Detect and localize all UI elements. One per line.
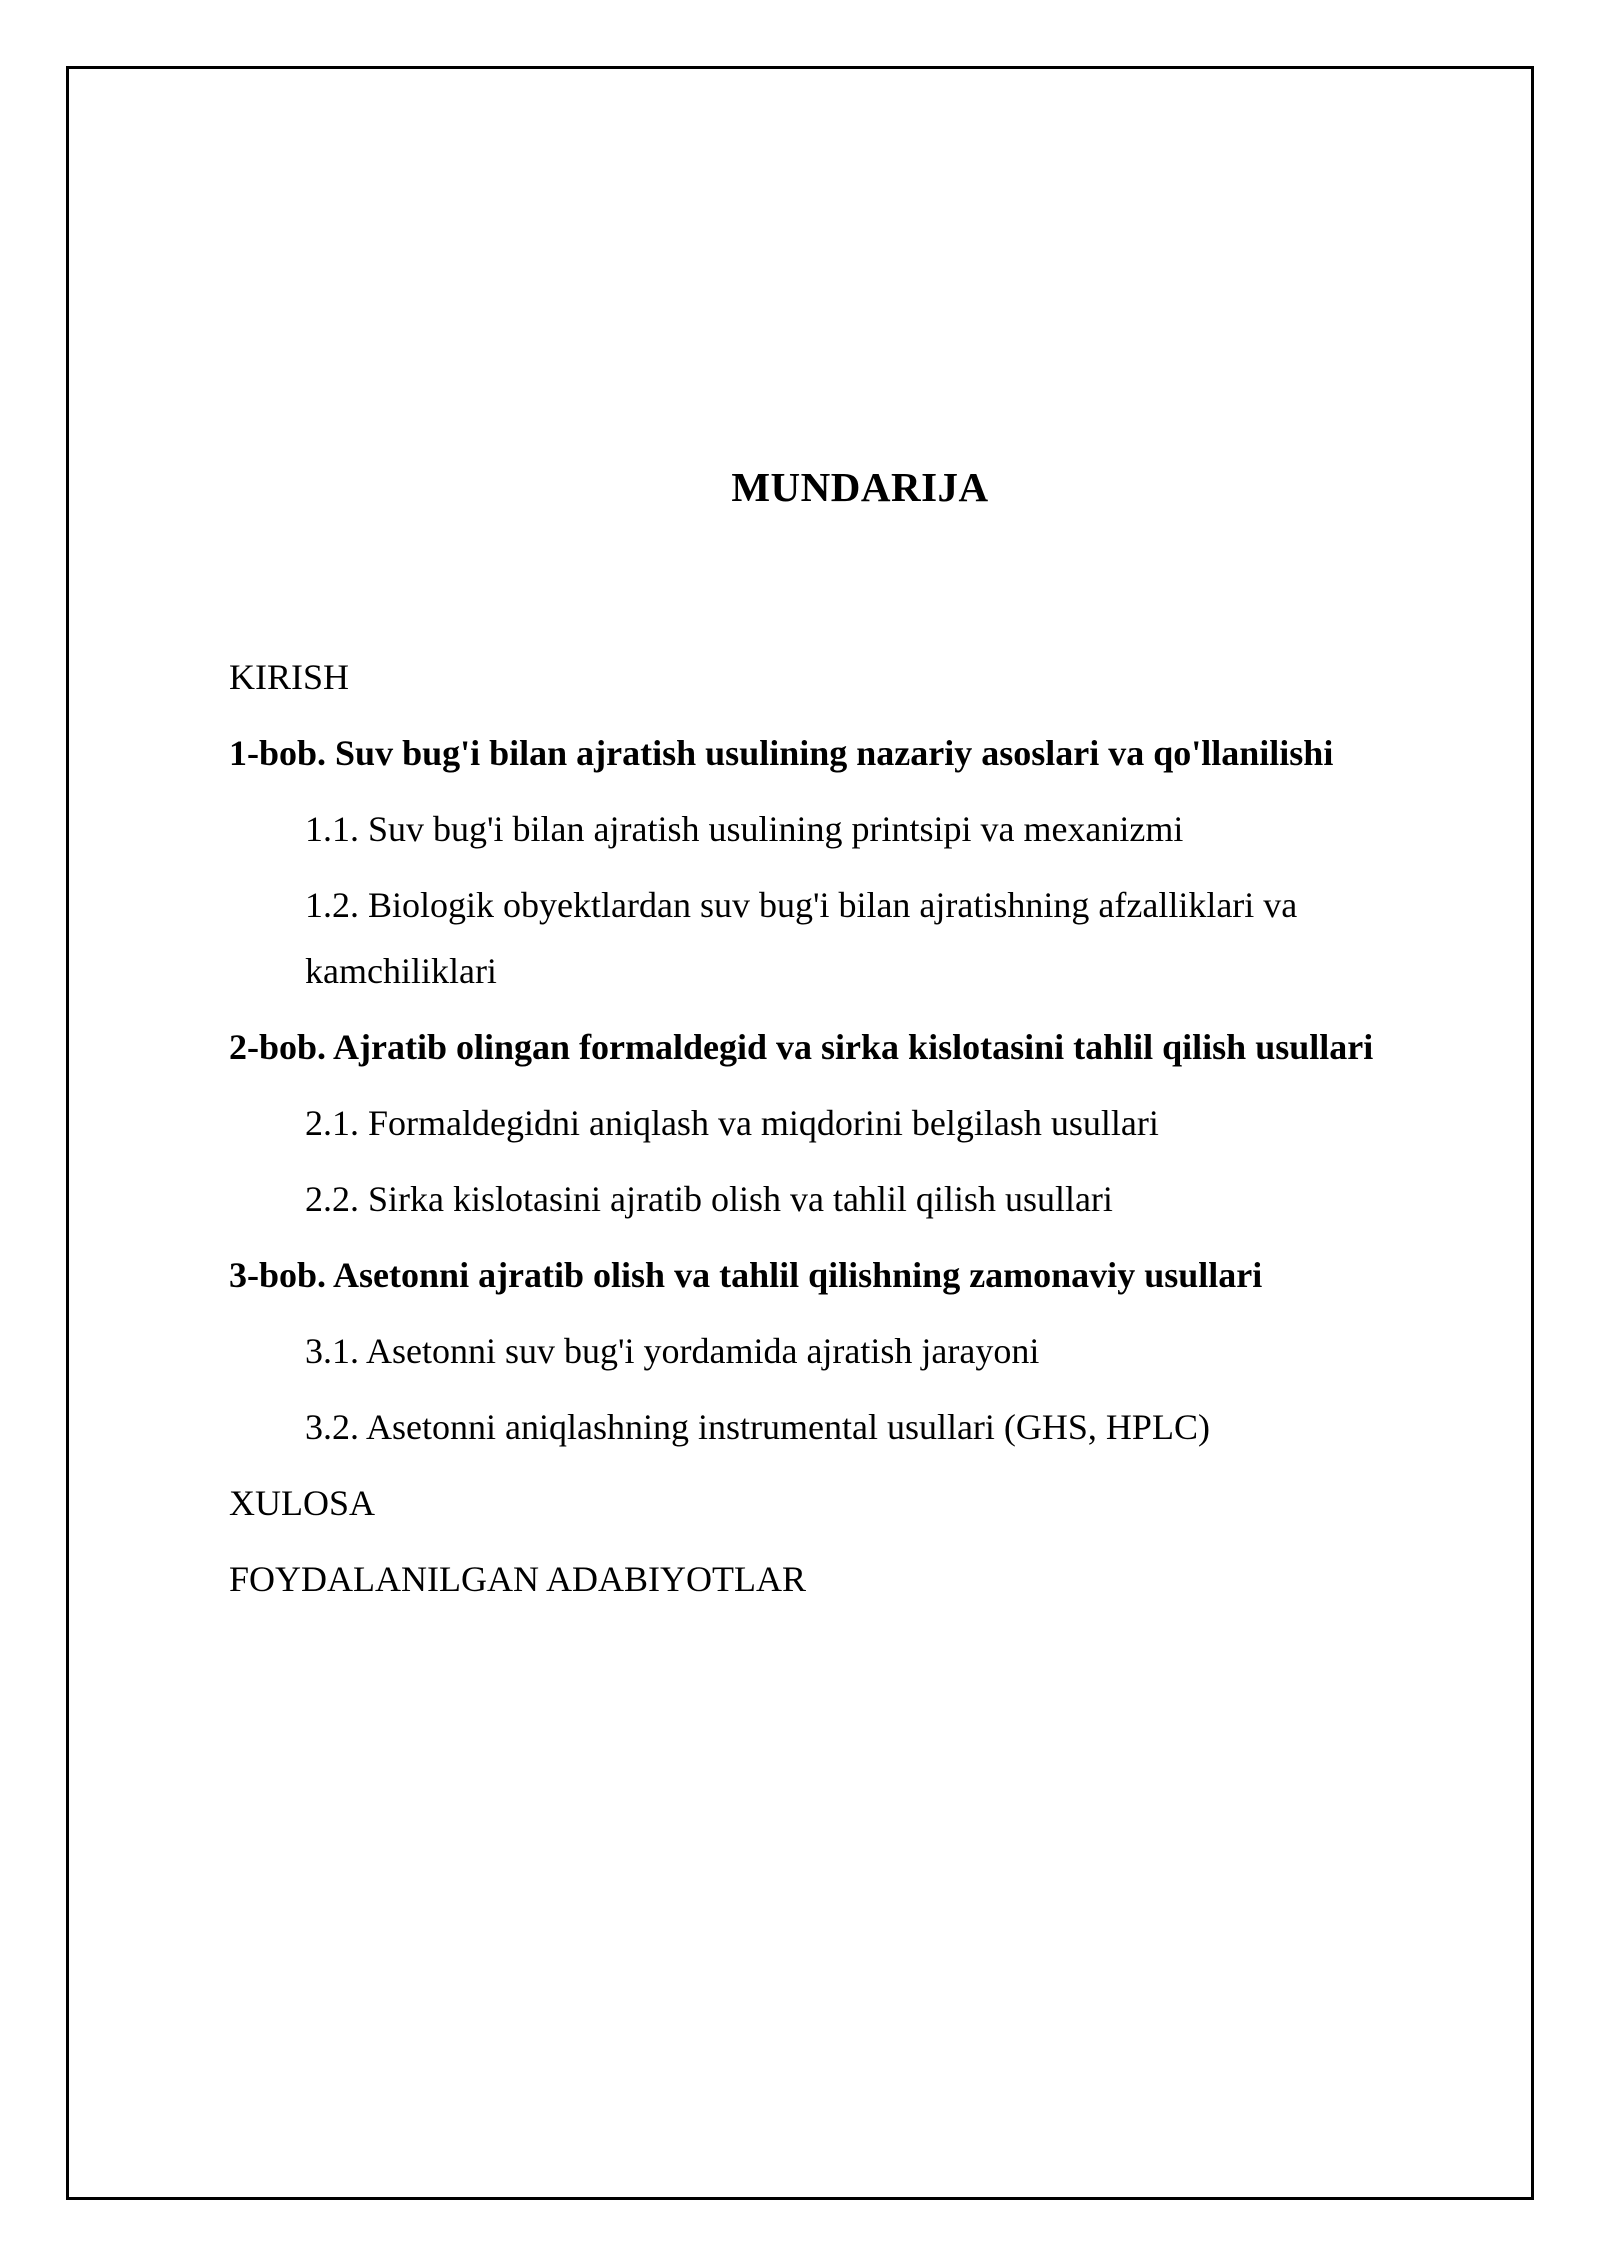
toc-section-1-1: 1.1. Suv bug'i bilan ajratish usulining printsipi va mexanizmi: [305, 809, 1184, 849]
table-of-contents: [229, 644, 1469, 1622]
toc-chapter-1: 1-bob. Suv bug'i bilan ajratish usulining nazariy asoslari va qo'llanilishi: [229, 733, 1334, 773]
toc-item-kirish: KIRISH: [229, 657, 350, 697]
toc-section-2-1: 2.1. Formaldegidni aniqlash va miqdorini belgilash usullari: [305, 1103, 1159, 1143]
toc-item-adabiyotlar: FOYDALANILGAN ADABIYOTLAR: [229, 1559, 806, 1599]
toc-section-2-2: 2.2. Sirka kislotasini ajratib olish va tahlil qilish usullari: [305, 1179, 1113, 1219]
toc-chapter-2: 2-bob. Ajratib olingan formaldegid va sirka kislotasini tahlil qilish usullari: [229, 1027, 1374, 1067]
toc-chapter-3: 3-bob. Asetonni ajratib olish va tahlil qilishning zamonaviy usullari: [229, 1255, 1263, 1295]
toc-section-3-2: 3.2. Asetonni aniqlashning instrumental usullari (GHS, HPLC): [305, 1407, 1210, 1447]
toc-section-3-1: 3.1. Asetonni suv bug'i yordamida ajratish jarayoni: [305, 1331, 1040, 1371]
toc-section-1-2: 1.2. Biologik obyektlardan suv bug'i bilan ajratishning afzalliklari va kamchiliklari: [305, 885, 1298, 991]
toc-item-xulosa: XULOSA: [229, 1483, 376, 1523]
page-title: MUNDARIJA: [731, 464, 989, 510]
